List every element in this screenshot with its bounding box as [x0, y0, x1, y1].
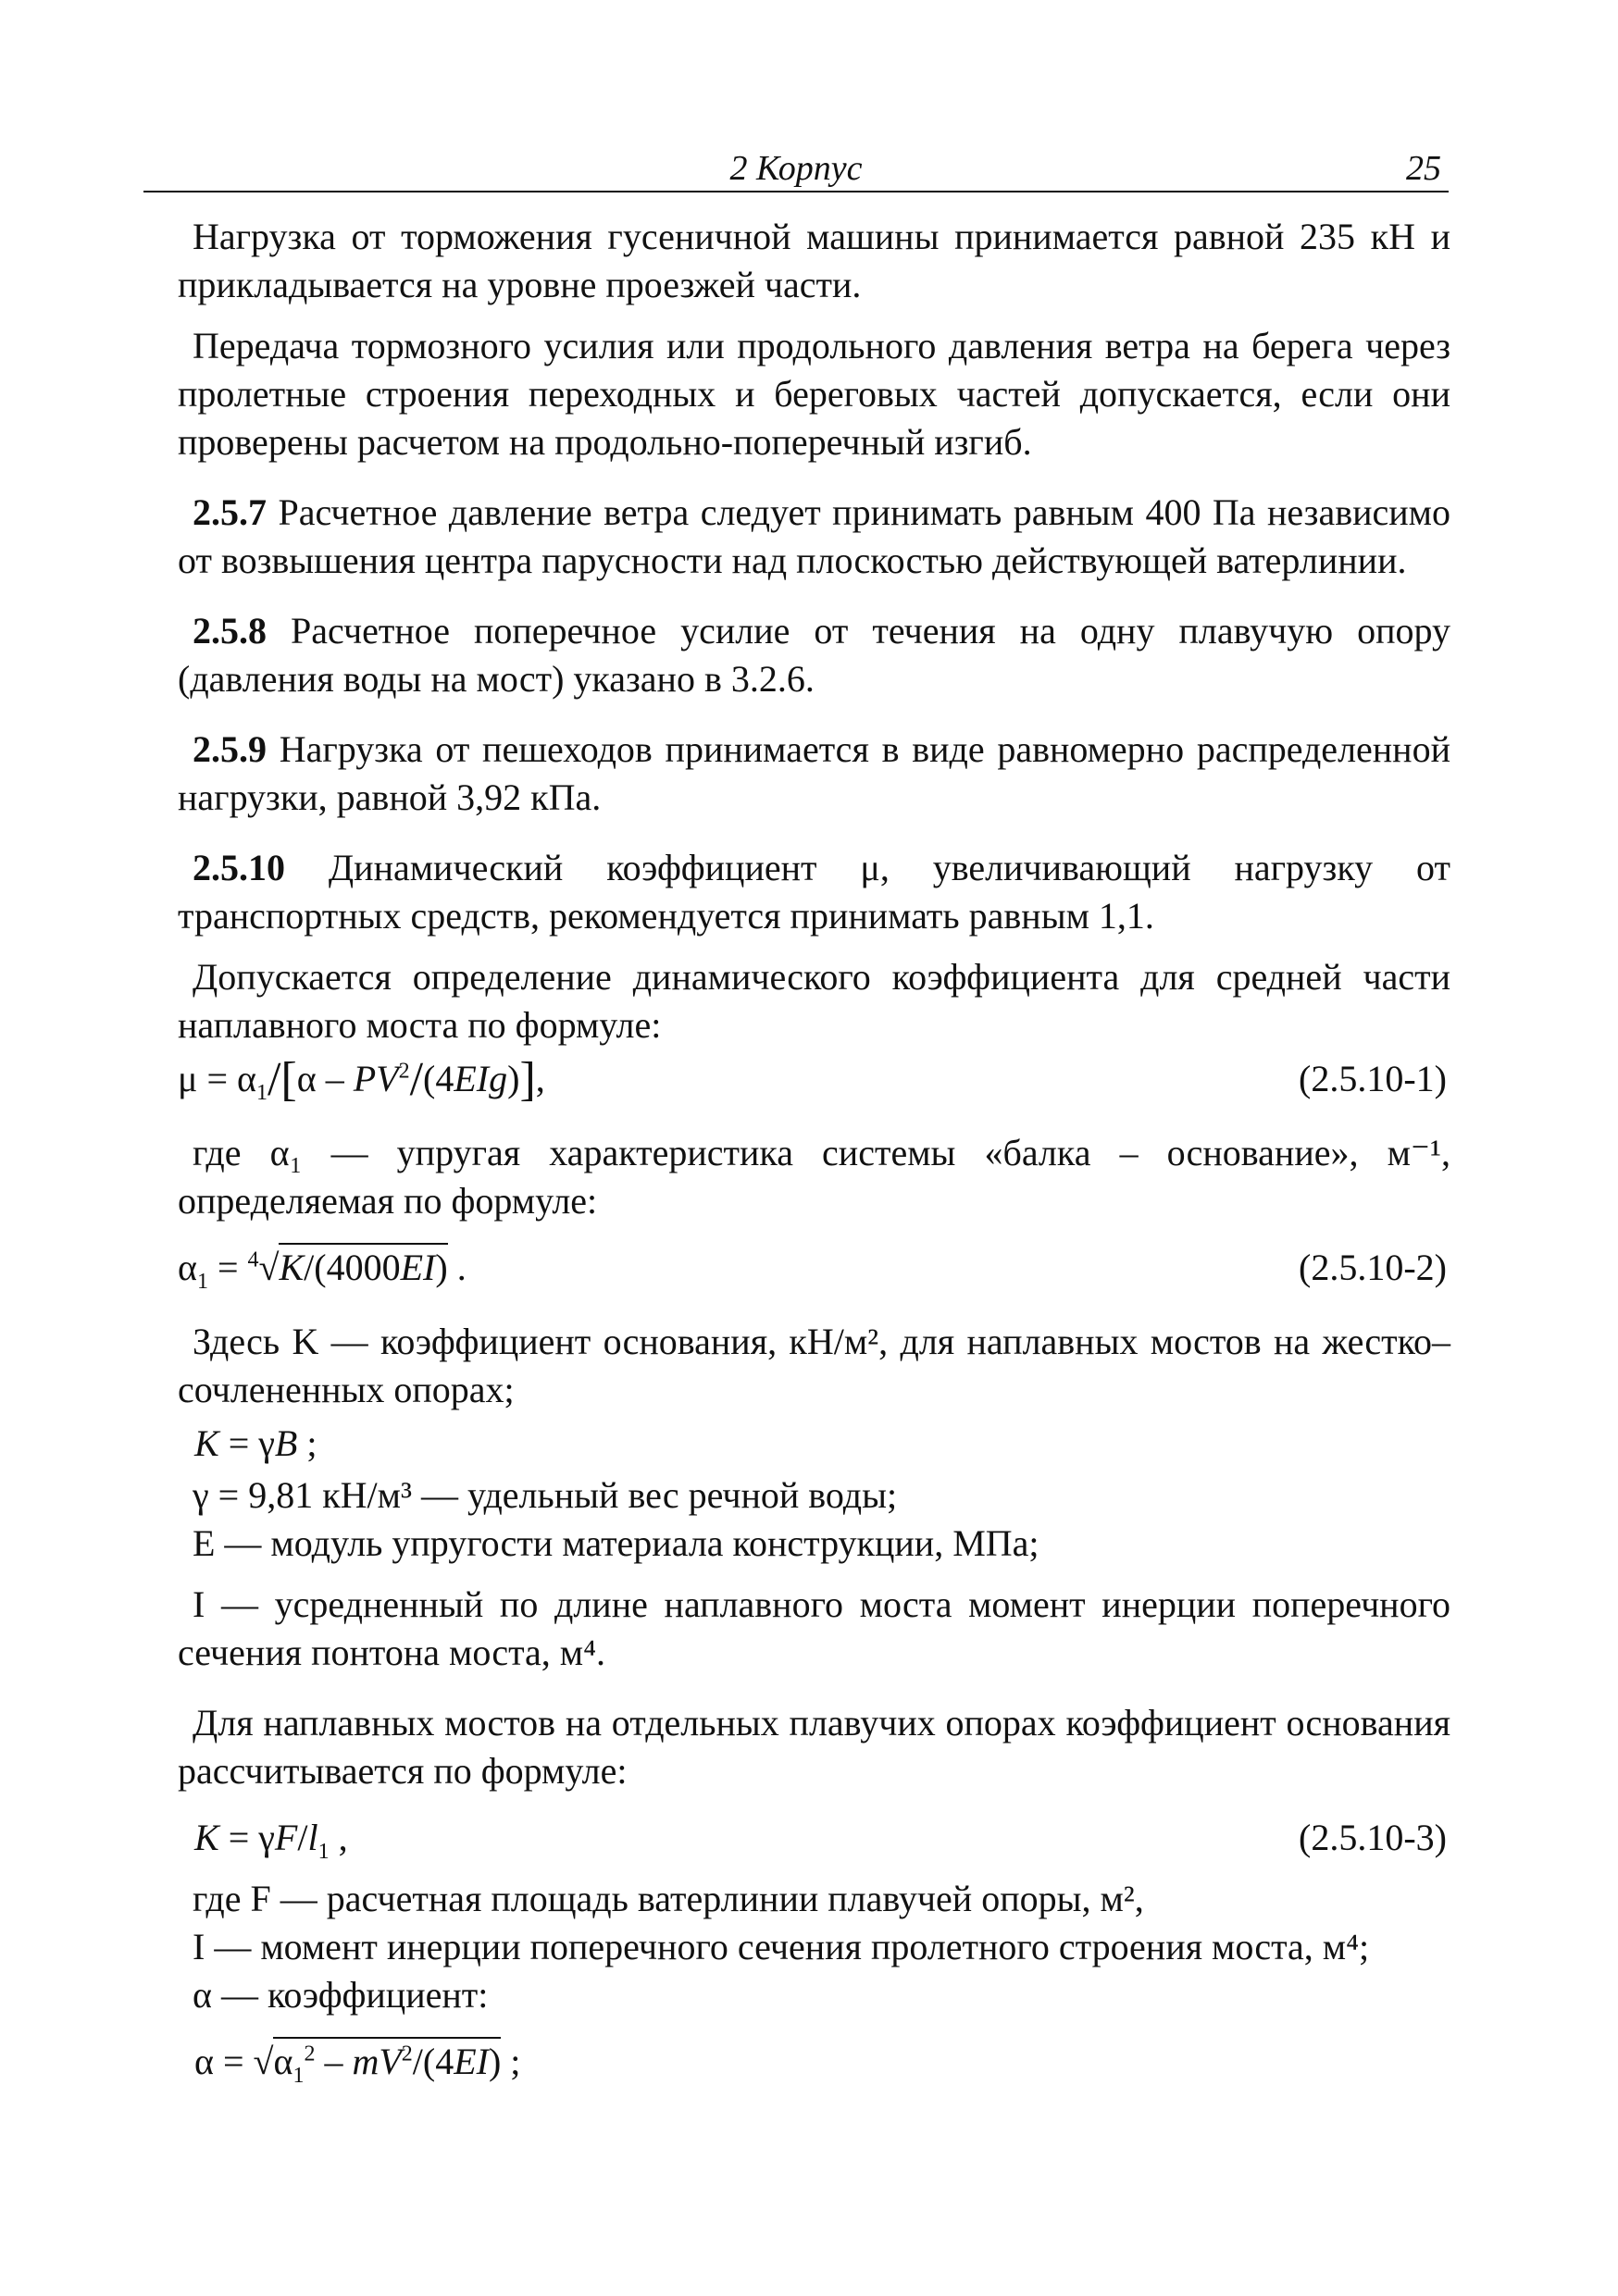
definition-I-pontoon: I — усредненный по длине наплавного моста момент инерции поперечного сечения понтона моста, м⁴.: [178, 1583, 1450, 1673]
definition-F: где F — расчетная площадь ватерлинии плавучей опоры, м²,: [193, 1878, 1144, 1919]
section-text: Расчетное давление ветра следует принимать равным 400 Па независимо от возвышения центра парусности над плоскостью действующей ватерлинии.: [178, 491, 1450, 581]
section-2-5-9: [178, 726, 1450, 822]
formula-alpha1: $\alpha_1 = ^4√K/(4000EI)$ .: [178, 1244, 467, 1292]
page-body: [178, 213, 1450, 2099]
equation-number: (2.5.10-3): [1299, 1817, 1447, 1858]
section-number: 2.5.10: [193, 847, 285, 888]
paragraph-dynamic-formula-intro: Допускается определение динамического коэффициента для средней части наплавного моста по формуле:: [178, 956, 1450, 1046]
formula-2-5-10-1: [178, 1049, 1450, 1116]
definition-alpha: α — коэффициент:: [193, 1974, 489, 2016]
section-text: Динамический коэффициент μ, увеличивающий нагрузку от транспортных средств, рекомендуется принимать равным 1,1.: [178, 847, 1451, 937]
section-number: 2.5.9: [193, 728, 267, 770]
page-number: 25: [1406, 149, 1441, 188]
running-title: 2 Корпус: [729, 149, 863, 188]
paragraph-braking-transfer: Передача тормозного усилия или продольного давления ветра на берега через пролетные строения переходных и береговых частей допускается, если они проверены расчетом на продольно-поперечный изгиб.: [178, 325, 1450, 463]
formula-K-separate: $K = \gamma F/l_1$ ,: [194, 1817, 348, 1864]
paragraph-alpha1-definition: где α₁ — упругая характеристика системы «балка – основание», м⁻¹, определяемая по формуле:: [178, 1132, 1450, 1222]
formula-alpha-expression: $\alpha = √\alpha_1^2 - mV^2/(4EI)$ ;: [194, 2038, 520, 2086]
equation-number: (2.5.10-2): [1299, 1247, 1447, 1288]
paragraph-separate-supports: Для наплавных мостов на отдельных плавучих опорах коэффициент основания рассчитывается по формуле:: [178, 1702, 1450, 1792]
paragraph-braking-load: Нагрузка от торможения гусеничной машины принимается равной 235 кН и прикладывается на уровне проезжей части.: [178, 216, 1450, 305]
formula-K-gamma-B: [178, 1414, 1450, 1471]
formula-mu: $\mu = \alpha_1/[\alpha - PV^2/(4EIg)]$,: [178, 1053, 545, 1106]
section-number: 2.5.8: [193, 610, 267, 652]
section-2-5-8: [178, 607, 1450, 703]
formula-2-5-10-3: [178, 1808, 1450, 1875]
equation-number: (2.5.10-1): [1299, 1058, 1447, 1099]
definition-E: E — модуль упругости материала конструкции, МПа;: [193, 1522, 1039, 1564]
definition-gamma: γ = 9,81 кН/м³ — удельный вес речной воды;: [193, 1474, 898, 1516]
section-text: Расчетное поперечное усилие от течения на одну плавучую опору (давления воды на мост) указано в 3.2.6.: [178, 610, 1450, 700]
paragraph-K-definition: Здесь K — коэффициент основания, кН/м², для наплавных мостов на жестко–сочлененных опорах;: [178, 1321, 1450, 1410]
formula-K: K = γB ;: [194, 1422, 317, 1464]
section-2-5-10: [178, 844, 1450, 940]
running-header: [143, 148, 1449, 192]
section-2-5-7: [178, 489, 1450, 585]
formula-alpha: [178, 2032, 1450, 2099]
definition-I-span: I — момент инерции поперечного сечения пролетного строения моста, м⁴;: [193, 1926, 1370, 1967]
section-number: 2.5.7: [193, 491, 267, 533]
formula-2-5-10-2: [178, 1238, 1450, 1305]
section-text: Нагрузка от пешеходов принимается в виде равномерно распределенной нагрузки, равной 3,92 кПа.: [178, 728, 1450, 818]
